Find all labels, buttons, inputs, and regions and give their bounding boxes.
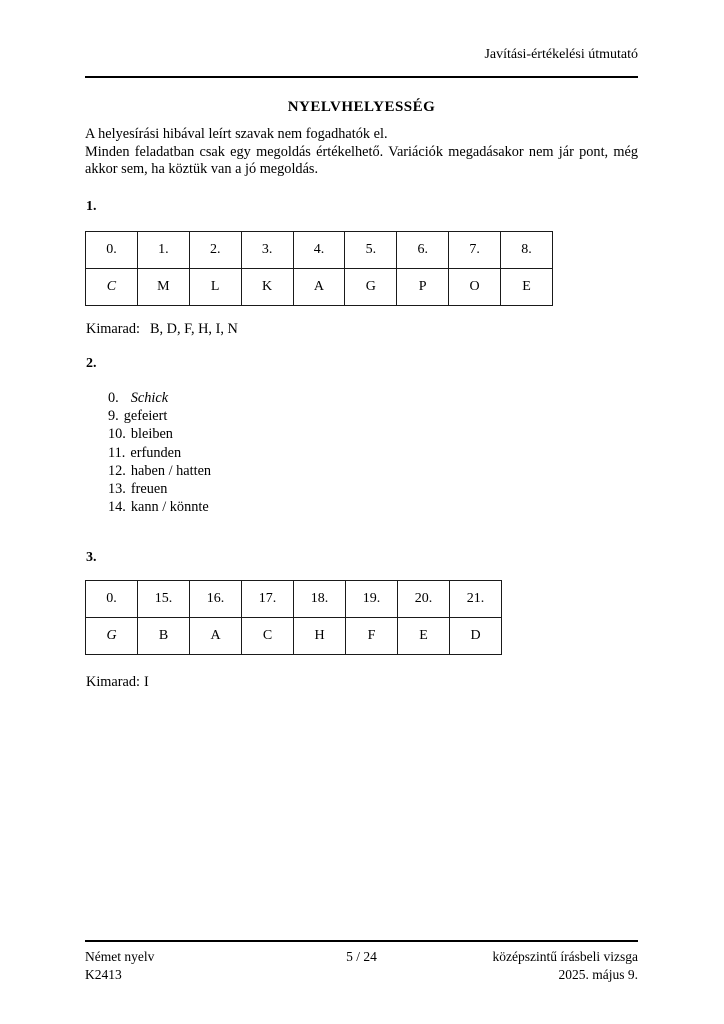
task3-header-cell: 0. xyxy=(86,581,138,618)
task1-answer-cell: E xyxy=(501,268,553,306)
task1-answer-cell-example: C xyxy=(86,268,138,306)
header-divider xyxy=(85,76,638,78)
task1-answer-table xyxy=(85,231,553,306)
task3-kimarad-label: Kimarad: xyxy=(86,674,140,690)
task3-header-cell: 17. xyxy=(242,581,294,618)
list-item xyxy=(108,498,211,516)
task3-kimarad-value: I xyxy=(144,674,149,690)
task1-header-cell: 5. xyxy=(345,232,397,269)
task3-answer-row xyxy=(86,617,502,655)
item-answer: erfunden xyxy=(130,444,182,461)
document-header-right: Javítási-értékelési útmutató xyxy=(484,47,638,62)
task3-answer-cell: A xyxy=(190,617,242,655)
task1-answer-cell: M xyxy=(137,268,189,306)
task3-answer-cell-example: G xyxy=(86,617,138,655)
intro-line-3: akkor sem, ha köztük van a jó megoldás. xyxy=(85,161,319,177)
task1-kimarad-line xyxy=(86,321,238,338)
footer-divider xyxy=(85,940,638,942)
task2-label: 2. xyxy=(86,356,97,371)
item-answer: bleiben xyxy=(130,426,173,443)
item-number: 9. xyxy=(108,408,119,425)
footer-subject: Német nyelv xyxy=(85,949,155,964)
task3-header-cell: 16. xyxy=(190,581,242,618)
intro-line-1: A helyesírási hibával leírt szavak nem fogadhatók el. xyxy=(85,126,388,142)
item-answer: freuen xyxy=(130,481,168,498)
task1-kimarad-value: B, D, F, H, I, N xyxy=(150,321,238,337)
task3-header-cell: 20. xyxy=(398,581,450,618)
footer-right xyxy=(85,948,638,983)
item-number: 14. xyxy=(108,499,126,516)
item-answer: gefeiert xyxy=(123,408,168,425)
task2-answer-list xyxy=(108,389,211,516)
item-number: 12. xyxy=(108,462,126,479)
intro-paragraph xyxy=(85,126,638,179)
task1-answer-cell: K xyxy=(241,268,293,306)
footer-exam-code: K2413 xyxy=(85,966,122,982)
task1-header-cell: 7. xyxy=(449,232,501,269)
item-answer: kann / könnte xyxy=(130,499,209,516)
list-item xyxy=(108,425,211,443)
task3-header-cell: 21. xyxy=(450,581,502,618)
task1-header-row xyxy=(86,232,553,269)
task3-answer-cell: E xyxy=(398,617,450,655)
list-item xyxy=(108,407,211,425)
list-item xyxy=(108,444,211,462)
task1-header-cell: 3. xyxy=(241,232,293,269)
task1-answer-cell: L xyxy=(189,268,241,306)
page-title: NYELVHELYESSÉG xyxy=(287,99,436,115)
task3-label: 3. xyxy=(86,550,97,565)
task3-answer-cell: B xyxy=(138,617,190,655)
task1-header-cell: 4. xyxy=(293,232,345,269)
task3-answer-table xyxy=(85,580,502,655)
task3-header-row xyxy=(86,581,502,618)
task1-header-cell: 1. xyxy=(137,232,189,269)
list-item xyxy=(108,389,211,407)
intro-line-2: Minden feladatban csak egy megoldás értékelhető. Variációk megadásakor nem jár pont, még xyxy=(85,143,638,160)
task1-kimarad-label: Kimarad: xyxy=(86,321,140,337)
item-number: 0. xyxy=(108,390,119,406)
item-number: 10. xyxy=(108,426,126,443)
footer-page-number: 5 / 24 xyxy=(346,949,377,964)
task1-header-cell: 8. xyxy=(501,232,553,269)
item-number: 11. xyxy=(108,444,126,461)
list-item xyxy=(108,480,211,498)
task1-header-cell: 6. xyxy=(397,232,449,269)
task3-kimarad-line xyxy=(86,674,149,691)
task1-answer-cell: G xyxy=(345,268,397,306)
task1-header-cell: 2. xyxy=(189,232,241,269)
task3-answer-cell: D xyxy=(450,617,502,655)
item-answer: Schick xyxy=(130,390,169,406)
task1-answer-row xyxy=(86,268,553,306)
item-number: 13. xyxy=(108,481,126,498)
task1-answer-cell: A xyxy=(293,268,345,306)
task1-header-cell: 0. xyxy=(86,232,138,269)
task3-header-cell: 18. xyxy=(294,581,346,618)
task3-header-cell: 15. xyxy=(138,581,190,618)
task3-header-cell: 19. xyxy=(346,581,398,618)
task1-answer-cell: P xyxy=(397,268,449,306)
footer-exam-type: középszintű írásbeli vizsga xyxy=(492,949,638,964)
task1-label: 1. xyxy=(86,199,97,214)
task1-answer-cell: O xyxy=(449,268,501,306)
item-answer: haben / hatten xyxy=(130,462,212,479)
task3-answer-cell: F xyxy=(346,617,398,655)
list-item xyxy=(108,462,211,480)
task3-answer-cell: C xyxy=(242,617,294,655)
task3-answer-cell: H xyxy=(294,617,346,655)
footer-exam-date: 2025. május 9. xyxy=(558,966,638,982)
